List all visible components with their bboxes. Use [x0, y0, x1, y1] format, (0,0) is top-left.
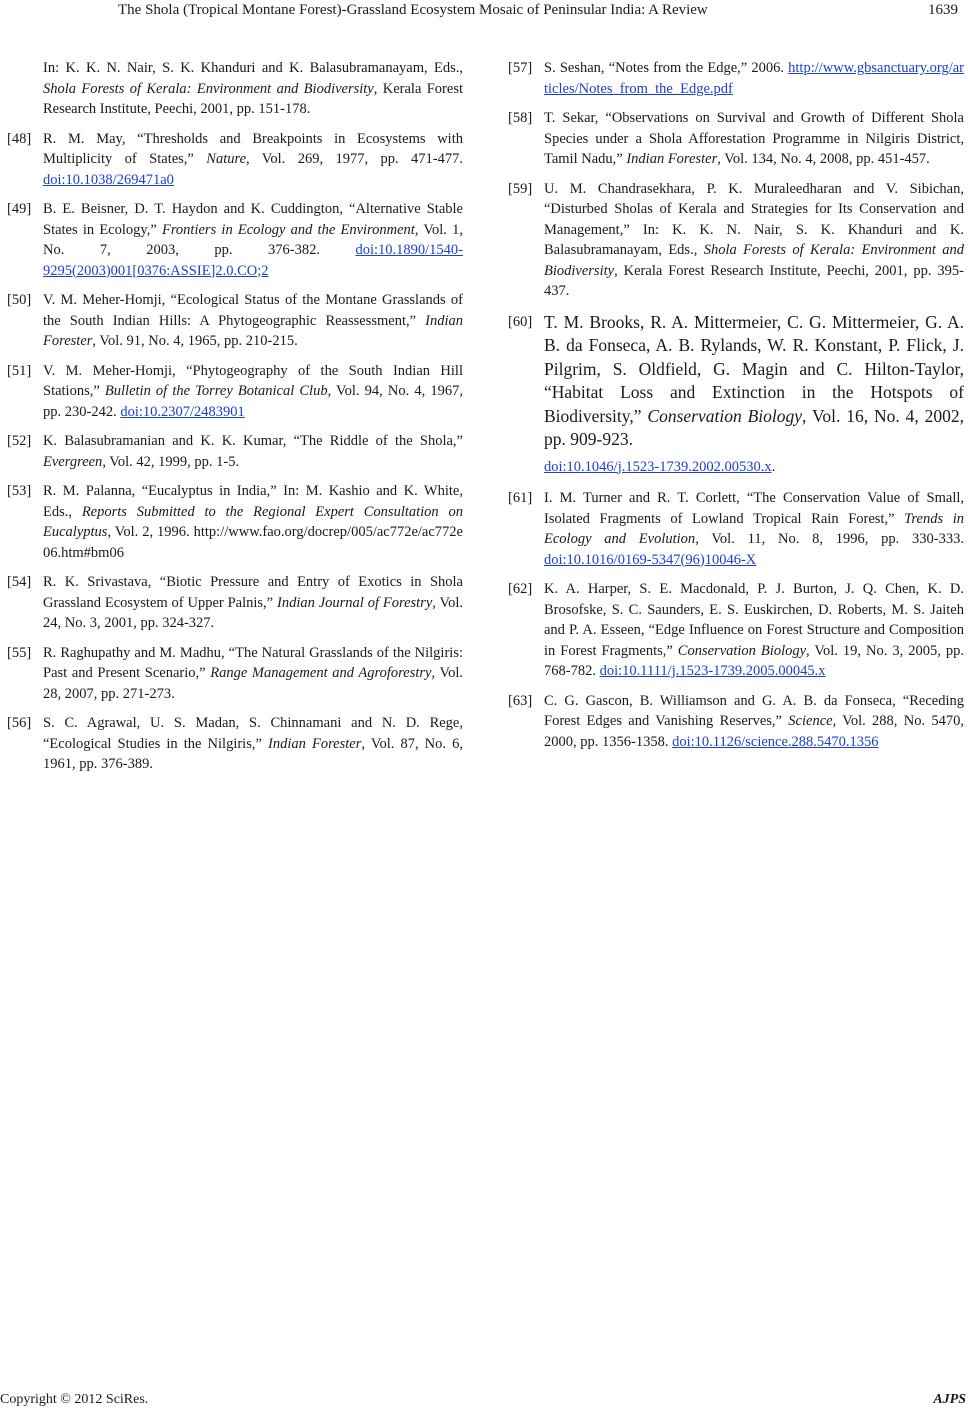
reference-53: [53] R. M. Palanna, “Eucalyptus in India,” In: M. Kashio and K. White, Eds., Reports Submitted to the Regional Expert Consultation on Eucalyptus, Vol. 2, 1996. http://www.fao.org/docrep/005/ac772e/ac772e06.htm#bm06 [7, 481, 463, 563]
reference-51: [51] V. M. Meher-Homji, “Phytogeography of the South Indian Hill Stations,” Bulletin of the Torrey Botanical Club, Vol. 94, No. 4, 1967, pp. 230-242. doi:10.2307/2483901 [7, 361, 463, 423]
reference-60: [60] T. M. Brooks, R. A. Mittermeier, C. G. Mittermeier, G. A. B. da Fonseca, A. B. Rylands, W. R. Konstant, P. Flick, J. Pilgrim, S. Oldfield, G. Magin and C. Hilton-Taylor, “Habitat Loss and Extinction in the Hotspots of Biodiversity,” Conservation Biology, Vol. 16, No. 4, 2002, pp. 909-923. doi:10.1046/j.1523-1739.2002.00530.x. [508, 311, 964, 480]
reference-50: [50] V. M. Meher-Homji, “Ecological Status of the Montane Grasslands of the South Indian Hills: A Phytogeographic Reassessment,” Indian Forester, Vol. 91, No. 4, 1965, pp. 210-215. [7, 290, 463, 352]
reference-55: [55] R. Raghupathy and M. Madhu, “The Natural Grasslands of the Nilgiris: Past and Present Scenario,” Range Management and Agroforestry, Vol. 28, 2007, pp. 271-273. [7, 643, 463, 705]
reference-61: [61] I. M. Turner and R. T. Corlett, “The Conservation Value of Small, Isolated Fragments of Lowland Tropical Rain Forest,” Trends in Ecology and Evolution, Vol. 11, No. 8, 1996, pp. 330-333. doi:10.1016/0169-5347(96)10046-X [508, 488, 964, 570]
url-link[interactable]: http://www.gbsanctuary.org/articles/Notes_from_the_Edge.pdf [544, 60, 964, 97]
doi-link[interactable]: doi:10.1111/j.1523-1739.2005.00045.x [599, 663, 826, 679]
running-title: The Shola (Tropical Montane Forest)-Grassland Ecosystem Mosaic of Peninsular India: A Review [118, 2, 708, 18]
reference-62: [62] K. A. Harper, S. E. Macdonald, P. J. Burton, J. Q. Chen, K. D. Brosofske, S. C. Saunders, E. S. Euskirchen, D. Roberts, M. S. Jaiteh and P. A. Esseen, “Edge Influence on Forest Structure and Composition in Forest Fragments,” Conservation Biology, Vol. 19, No. 3, 2005, pp. 768-782. doi:10.1111/j.1523-1739.2005.00045.x [508, 579, 964, 682]
reference-number: [63] [508, 692, 533, 709]
reference-number: [51] [7, 362, 32, 379]
reference-58: [58] T. Sekar, “Observations on Survival and Growth of Different Shola Species under a Shola Afforestation Programme in Nilgiris District, Tamil Nadu,” Indian Forester, Vol. 134, No. 4, 2008, pp. 451-457. [508, 108, 964, 170]
reference-56: [56] S. C. Agrawal, U. S. Madan, S. Chinnamani and N. D. Rege, “Ecological Studies in the Nilgiris,” Indian Forester, Vol. 87, No. 6, 1961, pp. 376-389. [7, 713, 463, 775]
copyright-notice: Copyright © 2012 SciRes. [0, 1392, 149, 1407]
reference-number: [55] [7, 644, 32, 661]
doi-link[interactable]: doi:10.1890/1540-9295(2003)001[0376:ASSIE]2.0.CO;2 [43, 242, 463, 279]
reference-number: [58] [508, 110, 533, 126]
reference-number: [56] [7, 715, 32, 731]
journal-abbrev: AJPS [933, 1392, 966, 1407]
left-column [7, 58, 463, 784]
reference-63: [63] C. G. Gascon, B. Williamson and G. A. B. da Fonseca, “Receding Forest Edges and Vanishing Reserves,” Science, Vol. 288, No. 5470, 2000, pp. 1356-1358. doi:10.1126/science.288.5470.1356 [508, 691, 964, 753]
right-column [508, 58, 964, 761]
page-number: 1639 [928, 2, 958, 18]
reference-59: [59] U. M. Chandrasekhara, P. K. Muraleedharan and V. Sibichan, “Disturbed Sholas of Kerala and Strategies for Its Conservation and Management,” In: K. K. N. Nair, S. K. Khanduri and K. Balasubramanayam, Eds., Shola Forests of Kerala: Environment and Biodiversity, Kerala Forest Research Institute, Peechi, 2001, pp. 395-437. [508, 179, 964, 302]
running-head [0, 0, 968, 24]
reference-number: [53] [7, 483, 32, 499]
page-footer [0, 1392, 968, 1412]
reference-number: [59] [508, 180, 533, 197]
doi-link[interactable]: doi:10.2307/2483901 [120, 403, 245, 420]
reference-number: [62] [508, 581, 533, 597]
reference-number: [57] [508, 60, 533, 76]
reference-52: [52] K. Balasubramanian and K. K. Kumar, “The Riddle of the Shola,” Evergreen, Vol. 42, 1999, pp. 1-5. [7, 431, 463, 472]
reference-48: [48] R. M. May, “Thresholds and Breakpoints in Ecosystems with Multiplicity of States,” Nature, Vol. 269, 1977, pp. 471-477. doi:10.1038/269471a0 [7, 129, 463, 191]
reference-number: [61] [508, 490, 533, 506]
reference-number: [50] [7, 292, 32, 308]
reference-continuation: In: K. K. N. Nair, S. K. Khanduri and K. Balasubramanayam, Eds., Shola Forests of Kerala: Environment and Biodiversity, Kerala Forest Research Institute, Peechi, 2001, pp. 151-178. [43, 60, 463, 117]
reference-number: [60] [508, 313, 533, 330]
reference-number: [48] [7, 130, 32, 147]
reference-57: [57] S. Seshan, “Notes from the Edge,” 2006. http://www.gbsanctuary.org/articles/Notes_from_the_Edge.pdf [508, 58, 964, 99]
doi-link[interactable]: doi:10.1016/0169-5347(96)10046-X [544, 551, 757, 568]
reference-number: [52] [7, 433, 32, 449]
doi-link[interactable]: doi:10.1038/269471a0 [43, 171, 174, 188]
doi-link[interactable]: doi:10.1046/j.1523-1739.2002.00530.x [544, 458, 772, 475]
reference-number: [49] [7, 201, 32, 217]
reference-number: [54] [7, 574, 32, 590]
reference-54: [54] R. K. Srivastava, “Biotic Pressure and Entry of Exotics in Shola Grassland Ecosystem of Upper Palnis,” Indian Journal of Forestry, Vol. 24, No. 3, 2001, pp. 324-327. [7, 572, 463, 634]
reference-49: [49] B. E. Beisner, D. T. Haydon and K. Cuddington, “Alternative Stable States in Ecology,” Frontiers in Ecology and the Environment, Vol. 1, No. 7, 2003, pp. 376-382. doi:10.1890/1540-9295(2003)001[0376:ASSIE]2.0.CO;2 [7, 199, 463, 281]
doi-link[interactable]: doi:10.1126/science.288.5470.1356 [672, 733, 879, 750]
